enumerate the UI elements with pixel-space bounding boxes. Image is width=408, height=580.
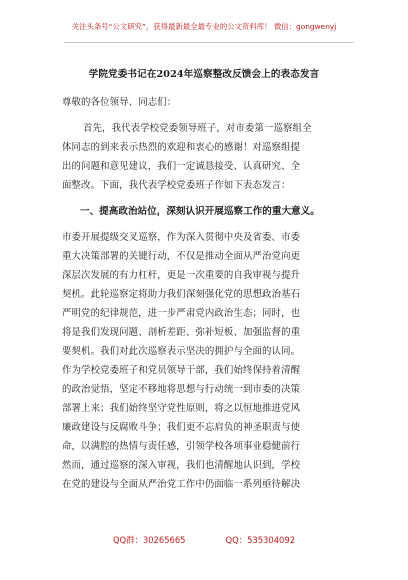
header-banner: 关注头条号“公文研究”，获得最新最全最专业的公文资料库！ 微信：gongwenyj: [71, 22, 337, 31]
section-line: 廉政建设与反腐败斗争；我们更不忘肩负的神圣职责与使: [62, 422, 301, 433]
section-line: 深层次发展的有力杠杆，更是一次重要的自我审视与提升: [62, 270, 301, 281]
section-line: 然而，通过巡察的深入审视，我们也清醒地认识到，学校: [62, 460, 301, 471]
section-line: 要契机。我们对此次巡察表示坚决的拥护与全面的认同。: [62, 346, 301, 357]
section-heading-1: 一、提高政治站位，深刻认识开展巡察工作的重大意义。: [80, 206, 320, 217]
footer-contact: [0, 534, 408, 546]
header-divider: [64, 42, 354, 43]
salutation: 尊敬的各位领导、同志们：: [62, 97, 177, 108]
section-line: 严明党的纪律规范，进一步严肃党内政治生态；同时，也: [62, 308, 301, 319]
section-line: 市委开展提级交叉巡察，作为深入贯彻中央及省委、市委: [62, 232, 301, 243]
paragraph-line: 面整改。下面，我代表学校党委班子作如下表态发言：: [62, 180, 291, 191]
paragraph-line: 首先，我代表学校党委领导班子，对市委第一巡察组全: [83, 123, 312, 134]
paragraph-line: 出的问题和意见建议，我们一定诚恳接受、认真研究、全: [62, 161, 301, 172]
section-line: 契机。此轮巡察定将助力我们深刻强化党的思想政治基石: [62, 289, 301, 300]
section-line: 命，以满腔的热情与责任感，引领学校各项事业稳健前行: [62, 441, 301, 452]
section-line: 的政治觉悟，坚定不移地将思想与行动统一到市委的决策: [62, 384, 301, 395]
paragraph-line: 体同志的到来表示热烈的欢迎和衷心的感谢！对巡察组提: [62, 142, 301, 153]
section-line: 部署上来；我们始终坚守党性原则，将之以恒地推进党风: [62, 403, 301, 414]
footer-qq: QQ：535304092: [225, 535, 296, 545]
section-line: 作为学校党委班子和党员领导干部，我们始终保持着清醒: [62, 365, 301, 376]
section-line: 将是我们发现问题、剖析差距、弥补短板、加强监督的重: [62, 327, 301, 338]
footer-qq-group: QQ群：30265665: [112, 535, 186, 545]
section-line: 在党的建设与全面从严治党工作中仍面临一系列亟待解决: [62, 479, 301, 490]
document-title: 学院党委书记在2024年巡察整改反馈会上的表态发言: [88, 69, 320, 80]
section-line: 重大决策部署的关键行动，不仅是推动全面从严治党向更: [62, 251, 301, 262]
